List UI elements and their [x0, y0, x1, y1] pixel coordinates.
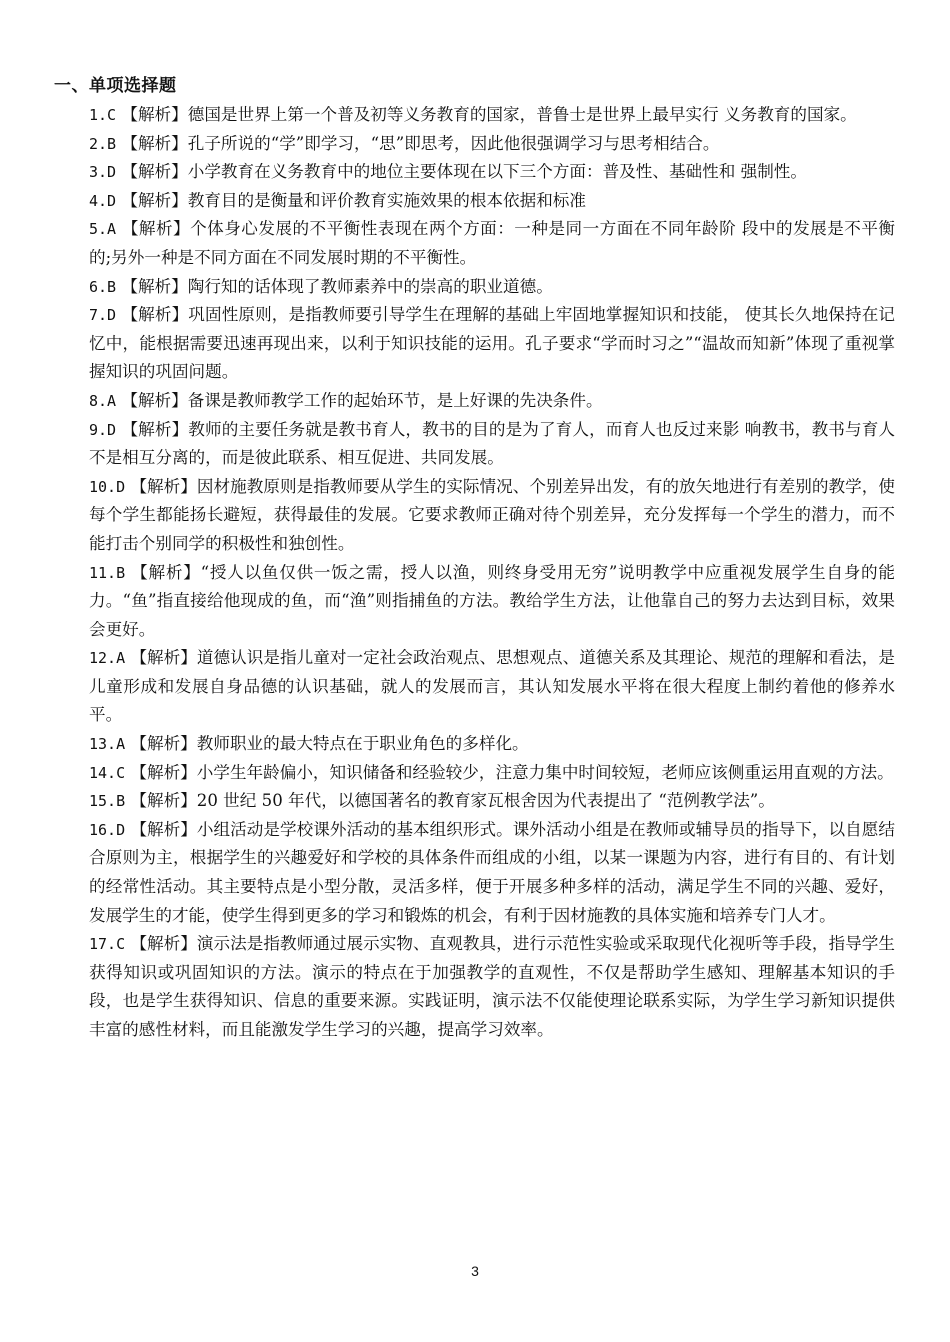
answer-explanation: 【解析】教师职业的最大特点在于职业角色的多样化。	[130, 734, 529, 754]
answer-explanation: 【解析】孔子所说的“学”即学习，“思”即思考，因此他很强调学习与思考相结合。	[121, 133, 720, 153]
answer-list	[89, 101, 895, 1045]
page-number: 3	[471, 1263, 479, 1279]
answer-explanation: 【解析】巩固性原则，是指教师要引导学生在理解的基础上牢固地掌握知识和技能， 使其长久地保持在记忆中，能根据需要迅速再现出来，以利于知识技能的运用。孔子要求“学而时习之”“温故而知新”体现了重视掌握知识的巩固问题。	[89, 305, 895, 382]
answer-explanation: 【解析】“授人以鱼仅供一饭之需，授人以渔，则终身受用无穷”说明教学中应重视发展学生自身的能力。“鱼”指直接给他现成的鱼，而“渔”则指捕鱼的方法。教给学生方法，让他靠自己的努力去达到目标，效果会更好。	[89, 562, 896, 639]
section-title: 一、单项选择题	[54, 76, 177, 96]
answer-item	[89, 158, 895, 187]
answer-number: 16.D	[89, 820, 126, 839]
answer-item	[89, 644, 895, 730]
answer-item	[89, 101, 895, 130]
answer-number: 13.A	[89, 735, 126, 754]
answer-number: 6.B	[89, 277, 117, 296]
answer-number: 17.C	[89, 935, 126, 954]
answer-number: 1.C	[89, 106, 117, 124]
answer-item	[89, 559, 895, 645]
answer-explanation: 【解析】小学教育在义务教育中的地位主要体现在以下三个方面：普及性、基础性和 强制性。	[121, 162, 807, 182]
answer-item	[89, 730, 895, 759]
answer-item	[89, 416, 895, 473]
answer-item	[89, 273, 895, 302]
answer-number: 12.A	[89, 649, 126, 668]
answer-number: 11.B	[89, 563, 126, 582]
answer-number: 5.A	[89, 220, 117, 239]
answer-explanation: 【解析】教师的主要任务就是教书育人，教书的目的是为了育人，而育人也反过来影 响教书，教书与育人不是相互分离的，而是彼此联系、相互促进、共同发展。	[89, 419, 895, 468]
answer-item	[89, 130, 895, 159]
answer-explanation: 【解析】道德认识是指儿童对一定社会政治观点、思想观点、道德关系及其理论、规范的理解和看法，是儿童形成和发展自身品德的认识基础，就人的发展而言，其认知发展水平将在很大程度上制约着他的修养水平。	[89, 648, 896, 725]
answer-item	[89, 787, 895, 816]
answer-explanation: 【解析】演示法是指教师通过展示实物、直观教具，进行示范性实验或采取现代化视听等手段，指导学生获得知识或巩固知识的方法。演示的特点在于加强教学的直观性，不仅是帮助学生感知、理解基本知识的手段，也是学生获得知识、信息的重要来源。实践证明，演示法不仅能使理论联系实际，为学生学习新知识提供丰富的感性材料，而且能激发学生学习的兴趣，提高学习效率。	[89, 934, 896, 1039]
answer-item	[89, 816, 895, 930]
answer-explanation: 【解析】个体身心发展的不平衡性表现在两个方面：一种是同一方面在不同年龄阶 段中的发展是不平衡的;另外一种是不同方面在不同发展时期的不平衡性。	[89, 219, 895, 267]
answer-explanation: 【解析】备课是教师教学工作的起始环节，是上好课的先决条件。	[121, 390, 603, 410]
answer-item	[89, 759, 895, 788]
answer-number: 10.D	[89, 477, 126, 496]
answer-explanation: 【解析】20 世纪 50 年代，以德国著名的教育家瓦根舍因为代表提出了 “范例教学法”。	[130, 791, 775, 811]
answer-item	[89, 301, 895, 387]
answer-number: 8.A	[89, 391, 117, 410]
answer-number: 3.D	[89, 163, 117, 182]
answer-explanation: 【解析】陶行知的话体现了教师素养中的崇高的职业道德。	[121, 276, 553, 296]
answer-number: 7.D	[89, 306, 117, 325]
answer-number: 15.B	[89, 792, 126, 811]
answer-number: 4.D	[89, 191, 117, 210]
answer-explanation: 【解析】德国是世界上第一个普及初等义务教育的国家，普鲁士是世界上最早实行 义务教育的国家。	[121, 105, 857, 124]
answer-explanation: 【解析】教育目的是衡量和评价教育实施效果的根本依据和标准	[121, 190, 586, 210]
answer-number: 2.B	[89, 134, 117, 153]
answer-item	[89, 215, 895, 272]
answer-explanation: 【解析】小学生年龄偏小，知识储备和经验较少，注意力集中时间较短，老师应该侧重运用直观的方法。	[130, 762, 894, 782]
answer-number: 9.D	[89, 420, 117, 439]
answer-item	[89, 387, 895, 416]
answer-number: 14.C	[89, 763, 126, 782]
answer-item	[89, 930, 895, 1044]
answer-item	[89, 187, 895, 216]
answer-item	[89, 473, 895, 559]
answer-explanation: 【解析】因材施教原则是指教师要从学生的实际情况、个别差异出发，有的放矢地进行有差别的教学，使每个学生都能扬长避短，获得最佳的发展。它要求教师正确对待个别差异，充分发挥每一个学生的潜力，而不能打击个别同学的积极性和独创性。	[89, 476, 896, 553]
answer-explanation: 【解析】小组活动是学校课外活动的基本组织形式。课外活动小组是在教师或辅导员的指导下，以自愿结合原则为主，根据学生的兴趣爱好和学校的具体条件而组成的小组，以某一课题为内容，进行有目的、有计划的经常性活动。其主要特点是小型分散，灵活多样，便于开展多种多样的活动，满足学生不同的兴趣、爱好，发展学生的才能，使学生得到更多的学习和锻炼的机会，有利于因材施教的具体实施和培养专门人才。	[89, 819, 896, 925]
